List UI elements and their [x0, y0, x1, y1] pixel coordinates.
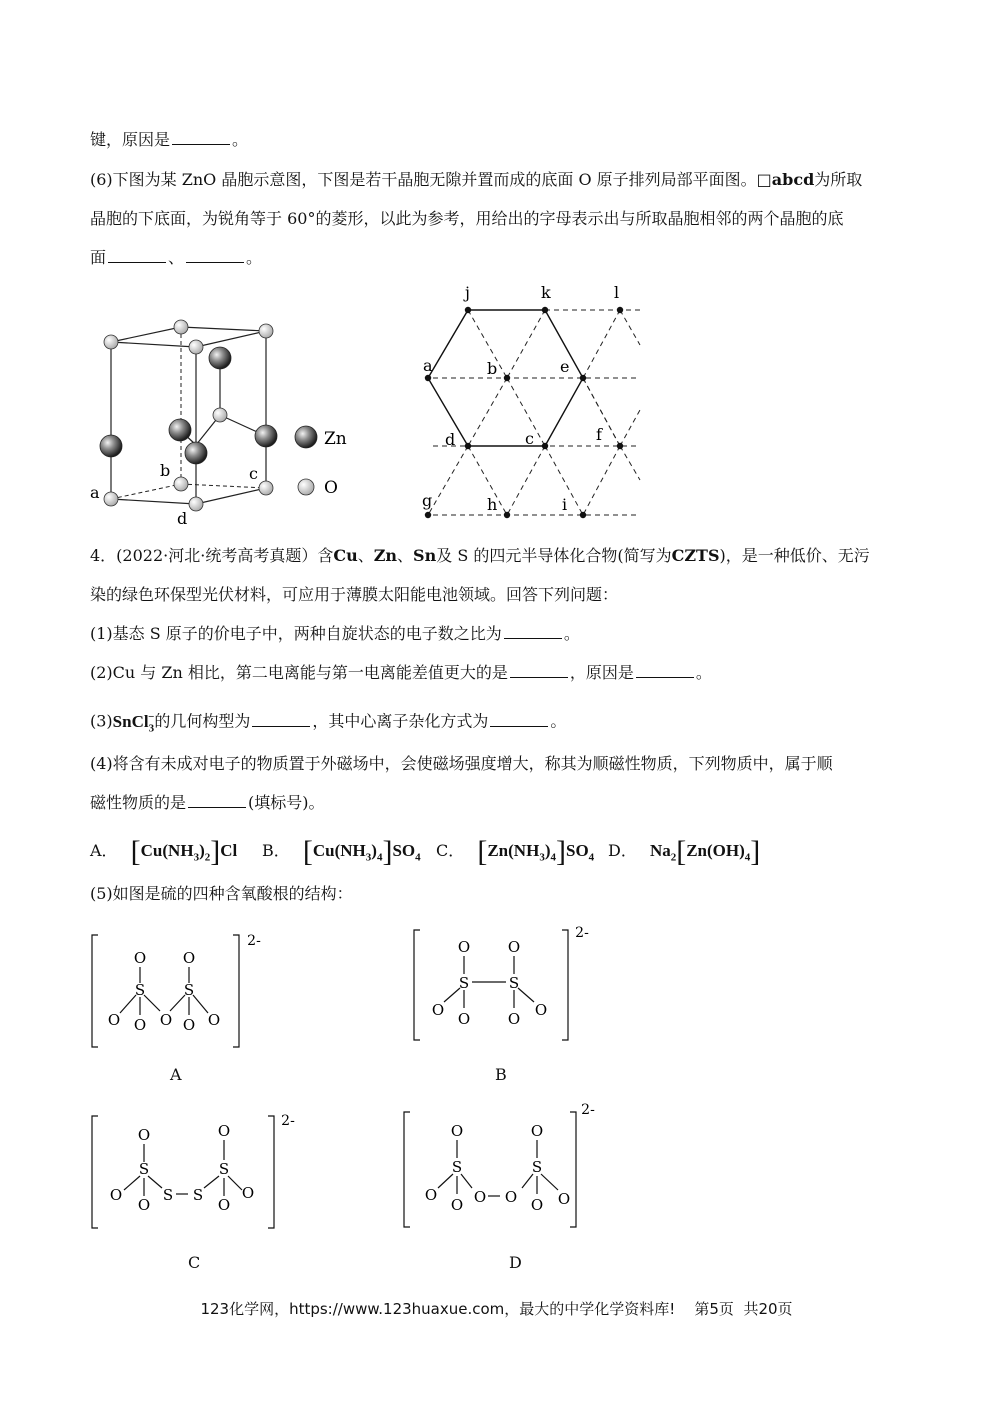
svg-text:e: e [560, 357, 570, 376]
svg-text:c: c [249, 464, 258, 483]
svg-text:S: S [192, 1186, 204, 1204]
svg-text:j: j [465, 283, 470, 302]
svg-text:O: O [133, 1016, 147, 1034]
svg-text:2-: 2- [247, 933, 261, 949]
structure-a [88, 925, 268, 1055]
svg-text:S: S [451, 1158, 463, 1176]
zno-unit-cell-figure [80, 300, 380, 530]
svg-text:O: O [530, 1122, 544, 1140]
svg-text:d: d [445, 430, 456, 449]
q6-line-2: 晶胞的下底面，为锐角等于 60°的菱形，以此为参考，用给出的字母表示出与所取晶胞相邻的两个晶胞的底 [90, 209, 844, 228]
svg-text:O: O [182, 949, 196, 967]
answer-blank[interactable] [186, 248, 244, 263]
option-b[interactable]: B． $[Cu(NH_3)_4]SO_4$ [262, 835, 421, 868]
svg-text:O: O [457, 1010, 471, 1028]
svg-text:O: O [534, 1001, 548, 1019]
svg-text:O: O [507, 938, 521, 956]
svg-text:a: a [90, 483, 100, 502]
structure-b [410, 922, 600, 1052]
svg-text:h: h [487, 495, 498, 514]
q6-line-0: 键，原因是 。 [90, 130, 249, 149]
svg-text:O: O [182, 1016, 196, 1034]
svg-text:S: S [183, 981, 195, 999]
caption-a: A [170, 1065, 182, 1084]
option-a[interactable]: A． $[Cu(NH_3)_2]Cl$ [90, 835, 238, 868]
q4-line-1: 染的绿色环保型光伏材料，可应用于薄膜太阳能电池领域。回答下列问题： [90, 585, 619, 604]
page-footer: 123化学网，https://www.123huaxue.com，最大的中学化学资料库! 第5页 共20页 [200, 1300, 793, 1318]
svg-text:O: O [450, 1122, 464, 1140]
svg-text:2-: 2- [581, 1102, 595, 1118]
svg-text:O: O [473, 1188, 487, 1206]
answer-blank[interactable] [188, 793, 246, 808]
svg-text:O: O [109, 1186, 123, 1204]
svg-text:b: b [160, 461, 171, 480]
svg-text:c: c [525, 429, 534, 448]
svg-text:b: b [487, 359, 498, 378]
svg-text:O: O [450, 1196, 464, 1214]
option-c[interactable]: C． $[Zn(NH_3)_4]SO_4$ [436, 835, 595, 868]
sncl3-formula: SnCl$_3$− [112, 711, 155, 735]
svg-text:O: O [504, 1188, 518, 1206]
svg-text:O: O [431, 1001, 445, 1019]
q4-sub-3: (3)SnCl$_3$−的几何构型为 ，其中心离子杂化方式为 。 [90, 711, 567, 735]
svg-text:2-: 2- [281, 1113, 295, 1129]
svg-text:S: S [531, 1158, 543, 1176]
q4-line-0: 4．(2022·河北·统考高考真题）含Cu、Zn、Sn及 S 的四元半导体化合物(简写为CZTS)，是一种低价、无污 [90, 546, 870, 565]
svg-text:d: d [177, 509, 188, 528]
svg-text:O: O [241, 1184, 255, 1202]
q6-line-3: 面 、 。 [90, 248, 263, 267]
q4-sub-4-line-0: (4)将含有未成对电子的物质置于外磁场中，会使磁场强度增大，称其为顺磁性物质，下列物质中，属于顺 [90, 754, 833, 773]
caption-b: B [495, 1065, 507, 1084]
q4-sub-5: (5)如图是硫的四种含氧酸根的结构： [90, 884, 353, 903]
svg-text:O: O [133, 949, 147, 967]
answer-blank[interactable] [490, 712, 548, 727]
zn-legend-label: Zn [324, 429, 347, 449]
option-d[interactable]: D． $Na_2[Zn(OH)_4]$ [608, 835, 761, 868]
answer-blank[interactable] [504, 624, 562, 639]
answer-blank[interactable] [252, 712, 310, 727]
svg-text:O: O [507, 1010, 521, 1028]
svg-text:O: O [217, 1196, 231, 1214]
o-legend-label: O [324, 478, 338, 498]
q4-sub-2: (2)Cu 与 Zn 相比，第二电离能与第一电离能差值更大的是 ，原因是 。 [90, 663, 712, 682]
svg-text:O: O [424, 1186, 438, 1204]
q6-line-1: (6)下图为某 ZnO 晶胞示意图，下图是若干晶胞无隙并置而成的底面 O 原子排列局部平面图。□abcd为所取 [90, 170, 863, 189]
svg-text:S: S [134, 981, 146, 999]
answer-blank[interactable] [172, 130, 230, 145]
caption-c: C [188, 1253, 201, 1272]
answer-blank[interactable] [108, 248, 166, 263]
svg-text:g: g [422, 491, 433, 510]
svg-text:O: O [207, 1011, 221, 1029]
answer-blank[interactable] [510, 663, 568, 678]
svg-text:O: O [217, 1122, 231, 1140]
svg-text:S: S [138, 1160, 150, 1178]
svg-text:l: l [614, 283, 620, 302]
svg-text:O: O [159, 1011, 173, 1029]
svg-text:O: O [137, 1126, 151, 1144]
svg-text:a: a [423, 356, 433, 375]
q4-sub-4-line-1: 磁性物质的是 (填标号)。 [90, 793, 325, 812]
svg-text:f: f [596, 425, 602, 444]
svg-text:S: S [458, 974, 470, 992]
answer-blank[interactable] [636, 663, 694, 678]
svg-text:O: O [557, 1190, 571, 1208]
q4-sub-1: (1)基态 S 原子的价电子中，两种自旋状态的电子数之比为 。 [90, 624, 580, 643]
o-plane-lattice-figure [415, 280, 650, 530]
svg-text:O: O [457, 938, 471, 956]
svg-text:O: O [107, 1011, 121, 1029]
structure-d [400, 1100, 610, 1235]
svg-text:O: O [530, 1196, 544, 1214]
svg-text:S: S [508, 974, 520, 992]
svg-text:k: k [541, 283, 551, 302]
svg-text:i: i [562, 495, 568, 514]
svg-text:2-: 2- [575, 925, 589, 941]
svg-text:S: S [218, 1160, 230, 1178]
svg-text:O: O [137, 1196, 151, 1214]
svg-text:S: S [162, 1186, 174, 1204]
caption-d: D [509, 1253, 522, 1272]
structure-c [88, 1110, 298, 1235]
